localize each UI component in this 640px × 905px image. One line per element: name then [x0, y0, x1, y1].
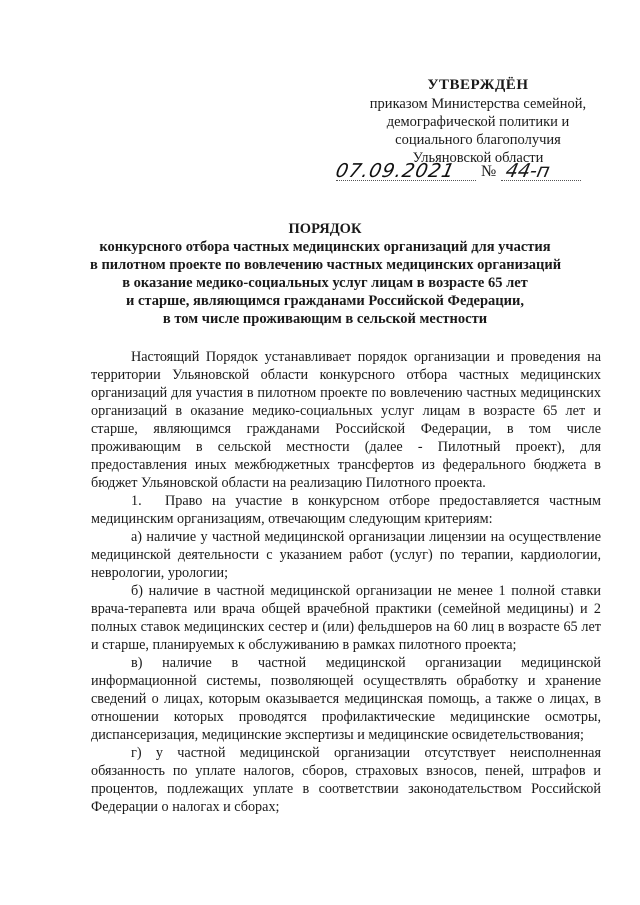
- handwritten-date: 07.09.2021: [333, 160, 458, 182]
- clause-item-v: в) наличие в частной медицинской организации медицинской информационной системы, позволяющей осуществлять обработку и хранение сведений о лицах, которым оказывается медицинская помощь, а также о лицах, в отношении которых проводятся профилактические медицинские осмотры, диспансеризация, медицинские экспертизы и медицинские освидетельствования;: [91, 655, 601, 743]
- title-heading: ПОРЯДОК: [288, 221, 362, 237]
- intro-paragraph: Настоящий Порядок устанавливает порядок организации и проведения на территории Ульяновской области конкурсного отбора частных медицинских организаций для участия в пилотном проекте по вовлечению частных медицинских организаций в оказание медико-социальных услуг лицам в возрасте 65 лет и старше, являющимся гражданами Российской Федерации, в том числе проживающим в сельской местности (далее - Пилотный проект), для предоставления иных межбюджетных трансфертов из федерального бюджета в бюджет Ульяновской области на реализацию Пилотного проекта.: [91, 349, 601, 491]
- approval-line: приказом Министерства семейной,: [369, 96, 587, 112]
- number-sign: №: [481, 163, 497, 180]
- title-line: конкурсного отбора частных медицинских организаций для участия: [99, 239, 551, 255]
- approval-line: демографической политики и: [386, 114, 570, 130]
- document-body: [91, 348, 601, 816]
- clause-number: 1.: [131, 493, 142, 509]
- clause-1-text: Право на участие в конкурсном отборе предоставляется частным медицинским организациям, отвечающим следующим критериям:: [91, 493, 601, 527]
- title-line: в оказание медико-социальных услуг лицам в возрасте 65 лет: [122, 275, 528, 291]
- number-underline: [501, 180, 581, 181]
- clause-item-b: б) наличие в частной медицинской организации не менее 1 полной ставки врача-терапевта или врача общей врачебной практики (семейной медицины) и 2 полных ставок медицинских сестер и (или) фельдшеров на 60 лиц в возрасте 65 лет и старше, планируемых к обслуживанию в рамках пилотного проекта;: [91, 583, 601, 653]
- order-date-number: [333, 160, 606, 190]
- title-line: и старше, являющимся гражданами Российской Федерации,: [126, 293, 524, 309]
- approval-line: социального благополучия: [395, 132, 561, 148]
- handwritten-order-number: 44-п: [503, 160, 552, 182]
- approval-heading: УТВЕРЖДЁН: [427, 77, 529, 93]
- clause-1: [91, 492, 601, 528]
- clause-item-a: а) наличие у частной медицинской организации лицензии на осуществление медицинской деятельности с указанием работ (услуг) по терапии, кардиологии, неврологии, урологии;: [91, 529, 601, 581]
- approval-line: Ульяновской области: [412, 150, 544, 166]
- clause-item-g: г) у частной медицинской организации отсутствует неисполненная обязанность по уплате налогов, сборов, страховых взносов, пеней, штрафов и процентов, подлежащих уплате в соответствии законодательством Российской Федерации о налогах и сборах;: [91, 745, 601, 815]
- title-line: в том числе проживающим в сельской местности: [162, 311, 488, 327]
- approval-block: [352, 76, 604, 167]
- document-title: [90, 220, 560, 328]
- title-line: в пилотном проекте по вовлечению частных медицинских организаций: [90, 257, 562, 273]
- date-underline: [336, 180, 476, 181]
